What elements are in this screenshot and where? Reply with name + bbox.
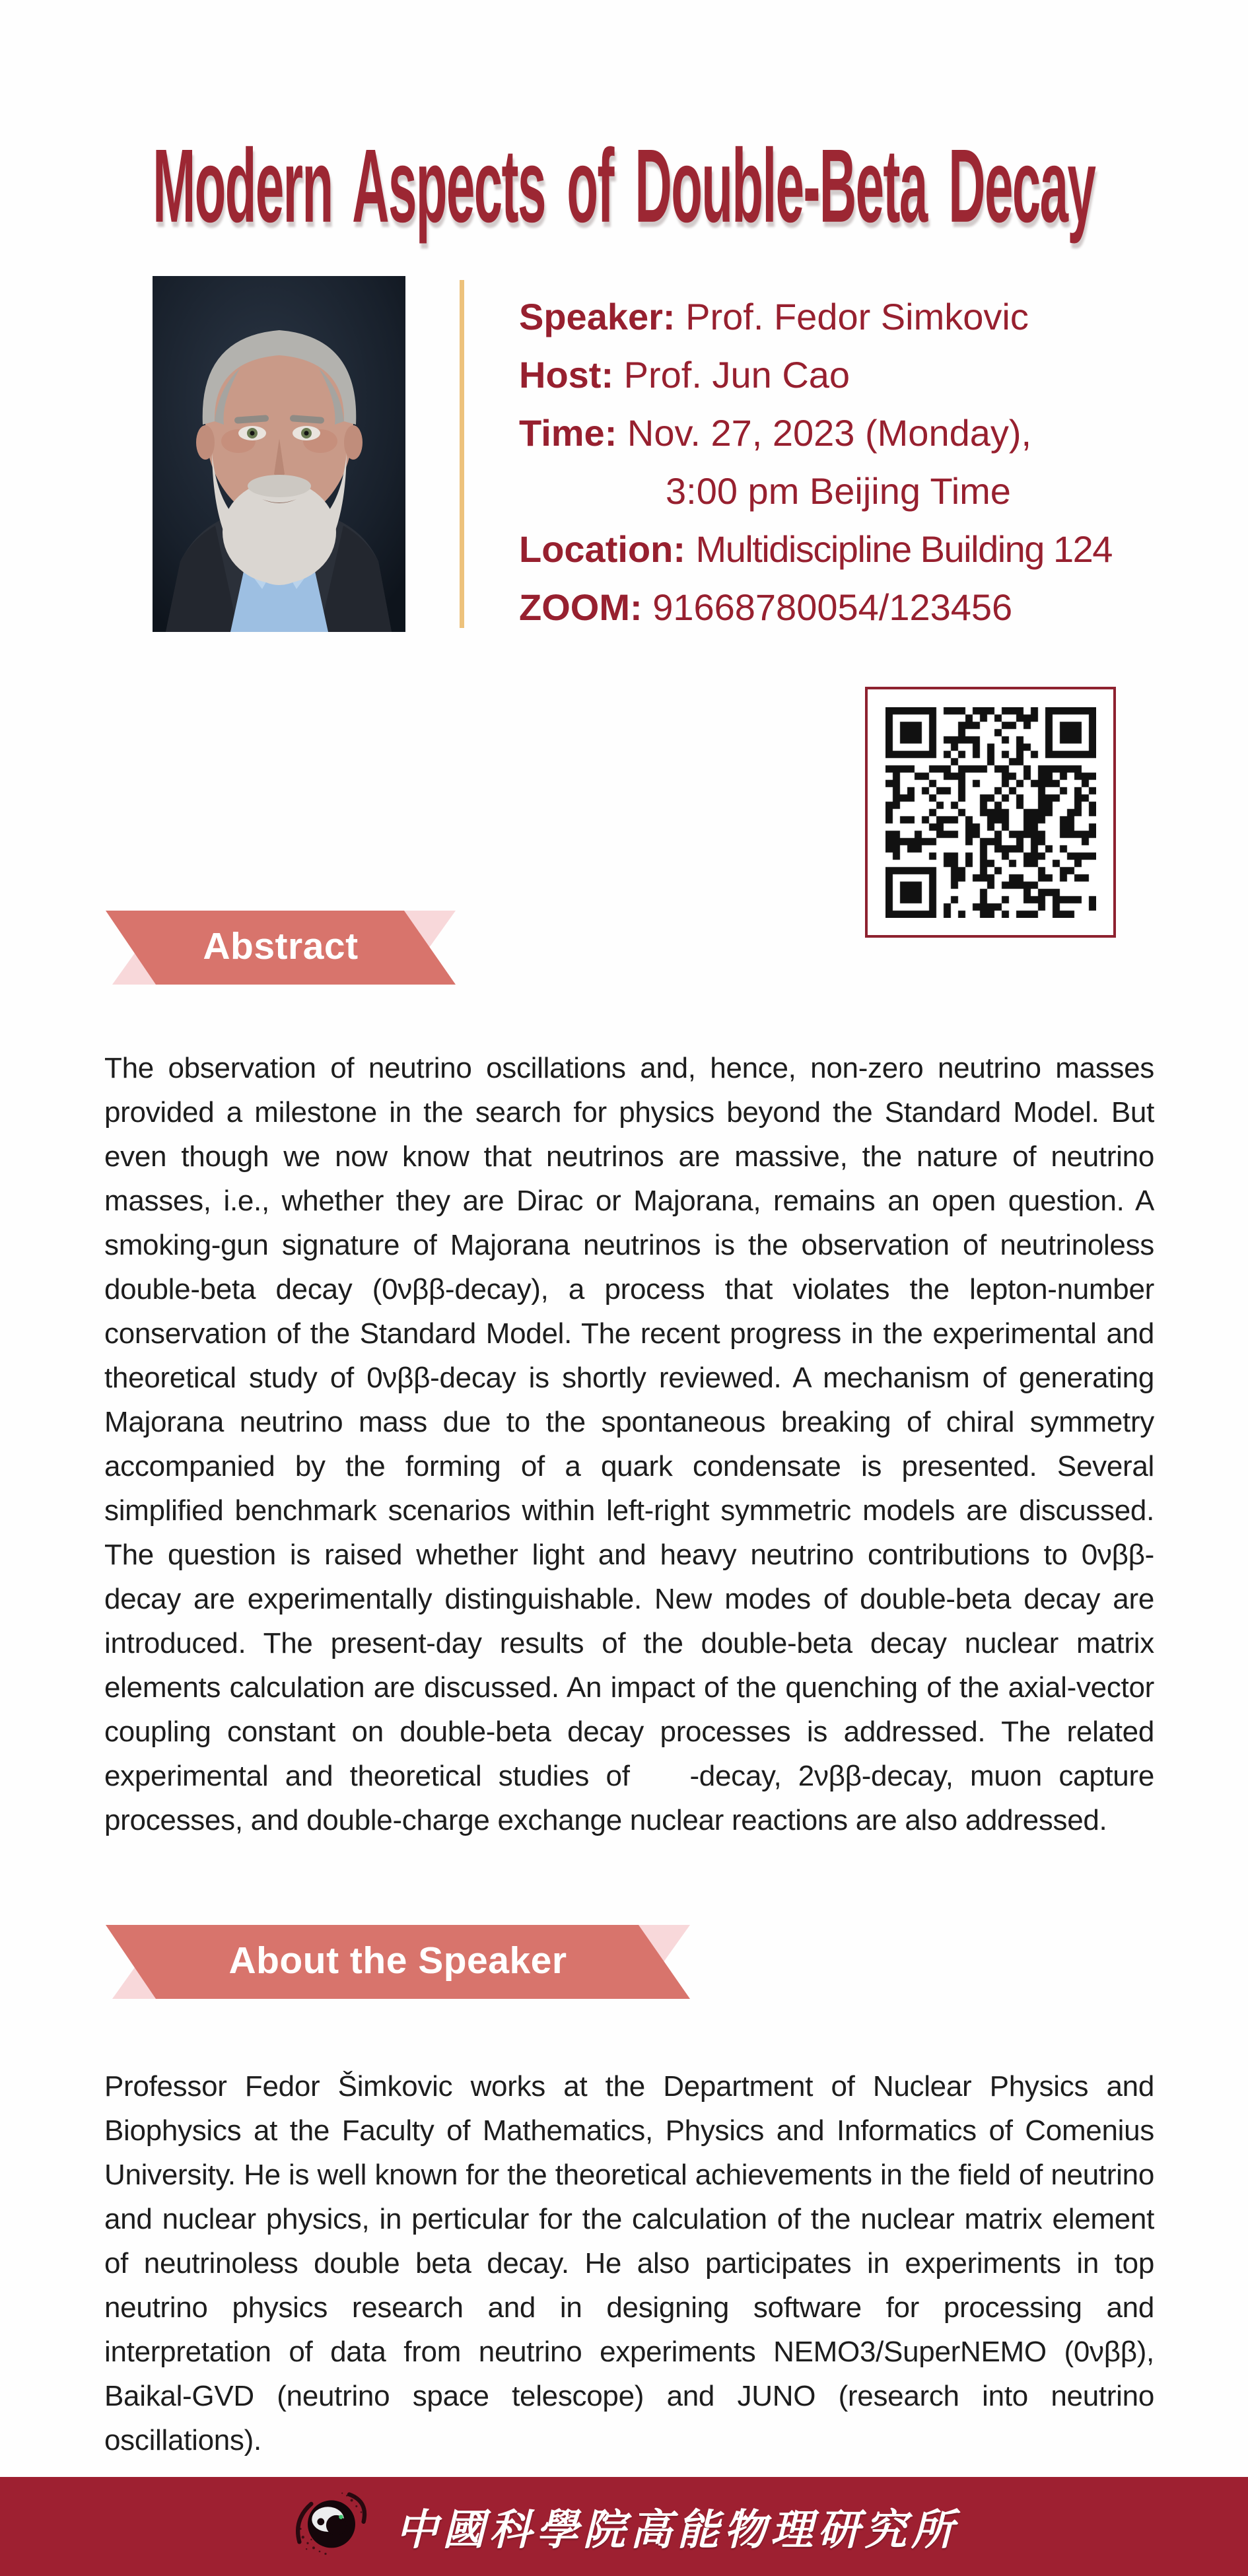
- time-label: Time:: [519, 412, 617, 454]
- qr-code-pattern: [885, 707, 1096, 918]
- speaker-label: Speaker:: [519, 296, 676, 337]
- qr-code: [865, 687, 1116, 938]
- info-row-speaker: [519, 288, 1153, 346]
- info-row-time: [519, 404, 1153, 462]
- info-row-host: [519, 346, 1153, 404]
- info-row-location: [519, 520, 1153, 578]
- vertical-divider: [460, 280, 464, 628]
- speaker-portrait-illustration: [153, 276, 405, 632]
- about-body: Professor Fedor Šimkovic works at the Department of Nuclear Physics and Biophysics at the Faculty of Mathematics, Physics and Informatics of Comenius University. He is well known for the theoretical achievements in the field of neutrino and nuclear physics, in perticular for the calculation of the nuclear matrix element of neutrinoless double beta decay. He also participates in experiments in top neutrino physics research and in designing software for processing and interpretation of data from neutrino experiments NEMO3/SuperNEMO (0νββ), Baikal-GVD (neutrino space telescope) and JUNO (research into neutrino oscillations).: [104, 2070, 1154, 2456]
- host-label: Host:: [519, 354, 614, 396]
- info-row-zoom: [519, 578, 1153, 637]
- location-label: Location:: [519, 528, 685, 570]
- ihep-galaxy-swirl-logo: [290, 2485, 373, 2568]
- time-value-line2: 3:00 pm Beijing Time: [666, 470, 1011, 512]
- speaker-value: Prof. Fedor Simkovic: [685, 296, 1029, 337]
- about-section-ribbon: [106, 1925, 690, 1999]
- abstract-section-ribbon: [106, 911, 456, 985]
- zoom-value: 91668780054/123456: [652, 586, 1013, 628]
- about-heading: About the Speaker: [228, 1939, 567, 1982]
- abstract-heading: Abstract: [203, 925, 359, 967]
- speaker-portrait: [153, 276, 405, 632]
- location-value: Multidiscipline Building 124: [695, 528, 1112, 570]
- event-info: [519, 288, 1153, 637]
- page-title: Modern Aspects of Double-Beta Decay: [153, 127, 1095, 245]
- poster-header: [0, 86, 1248, 245]
- footer-banner: [0, 2477, 1248, 2576]
- host-value: Prof. Jun Cao: [623, 354, 850, 396]
- institute-name: 中國科學院高能物理研究所: [396, 2505, 958, 2555]
- zoom-label: ZOOM:: [519, 586, 642, 628]
- time-value-line1: Nov. 27, 2023 (Monday),: [627, 412, 1032, 454]
- abstract-body: The observation of neutrino oscillations and, hence, non-zero neutrino masses provided a milestone in the search for physics beyond the Standard Model. But even though we now know that neutrinos are massive, the nature of neutrino masses, i.e., whether they are Dirac or Majorana, remains an open question. A smoking-gun signature of Majorana neutrinos is the observation of neutrinoless double-beta decay (0νββ-decay), a process that violates the lepton-number conservation of the Standard Model. The recent progress in the experimental and theoretical study of 0νββ-decay is shortly reviewed. A mechanism of generating Majorana neutrino mass due to the spontaneous breaking of chiral symmetry accompanied by the forming of a quark condensate is presented. Several simplified benchmark scenarios within left-right symmetric models are discussed. The question is raised whether light and heavy neutrino contributions to 0νββ-decay are experimentally distinguishable. New modes of double-beta decay are introduced. The present-day results of the double-beta decay nuclear matrix elements calculation are discussed. An impact of the quenching of the axial-vector coupling constant on double-beta decay processes is addressed. The related experimental and theoretical studies of -decay, 2νββ-decay, muon capture processes, and double-charge exchange nuclear reactions are also addressed.: [104, 1052, 1154, 1836]
